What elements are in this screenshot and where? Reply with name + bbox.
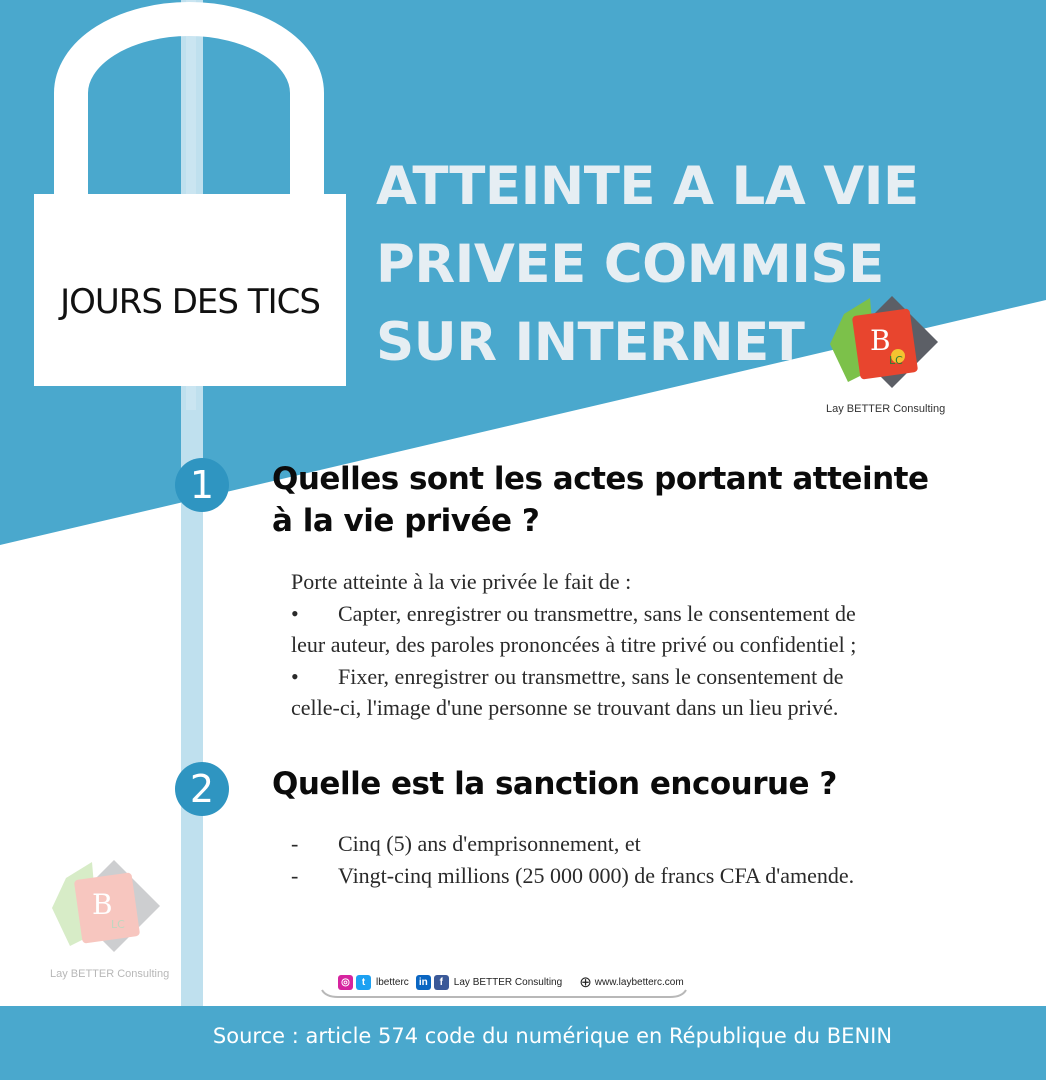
watermark-logo [48,856,164,960]
svg-text:LC: LC [889,354,903,367]
section-number-circle: 1 [175,458,229,512]
dash-marker: - [291,862,299,888]
dash-item [291,828,854,860]
bullet-marker: • [291,663,299,689]
bullet-continuation: leur auteur, des paroles prononcées à titre privé ou confidentiel ; [291,632,857,657]
social-handle[interactable]: lbetterc [376,976,409,988]
social-row [338,972,684,992]
facebook-icon[interactable]: f [434,975,449,990]
dash-text: Cinq (5) ans d'emprisonnement, et [338,831,641,856]
watermark-logo-icon [48,856,164,960]
bullet-item [291,661,856,693]
globe-icon: ⊕ [579,974,592,991]
svg-text:B: B [870,324,891,357]
social-bar [320,968,688,998]
title-line: SUR INTERNET [376,312,805,373]
bullet-text: Capter, enregistrer ou transmettre, sans le consentement de [338,600,856,626]
website-link[interactable]: www.laybetterc.com [594,976,684,988]
question-line: Quelles sont les actes portant atteinte [272,461,929,497]
logo-mark-icon [826,292,942,396]
bullet-continuation: celle-ci, l'image d'une personne se trouvant dans un lieu privé. [291,695,839,720]
dash-item [291,860,854,892]
bullet-text: Fixer, enregistrer ou transmettre, sans le consentement de [338,663,844,689]
title-line: ATTEINTE A LA VIE [376,156,919,217]
company-logo [826,292,942,396]
instagram-icon[interactable]: ◎ [338,975,353,990]
question-line: Quelle est la sanction encourue ? [272,766,837,802]
body-intro: Porte atteinte à la vie privée le fait de : [291,569,632,594]
title-line: PRIVEE COMMISE [376,234,884,295]
social-company[interactable]: Lay BETTER Consulting [453,976,563,988]
dash-text: Vingt-cinq millions (25 000 000) de francs CFA d'amende. [338,862,855,888]
dash-marker: - [291,831,299,856]
watermark-company-name: Lay BETTER Consulting [50,968,170,980]
svg-text:LC: LC [111,918,125,931]
bullet-item [291,598,856,630]
footer [0,1006,1046,1080]
section-question [272,763,837,805]
svg-text:B: B [92,888,113,921]
bullet-marker: • [291,600,299,626]
section-question [272,458,929,542]
linkedin-icon[interactable]: in [416,975,431,990]
lock-label: JOURS DES TICS [60,282,320,322]
section-number-circle: 2 [175,762,229,816]
source-citation: Source : article 574 code du numérique en République du BENIN [212,1024,893,1048]
section-body [291,566,856,724]
question-line: à la vie privée ? [272,503,540,539]
logo-company-name: Lay BETTER Consulting [826,403,946,415]
section-body [291,828,854,891]
twitter-icon[interactable]: t [356,975,371,990]
